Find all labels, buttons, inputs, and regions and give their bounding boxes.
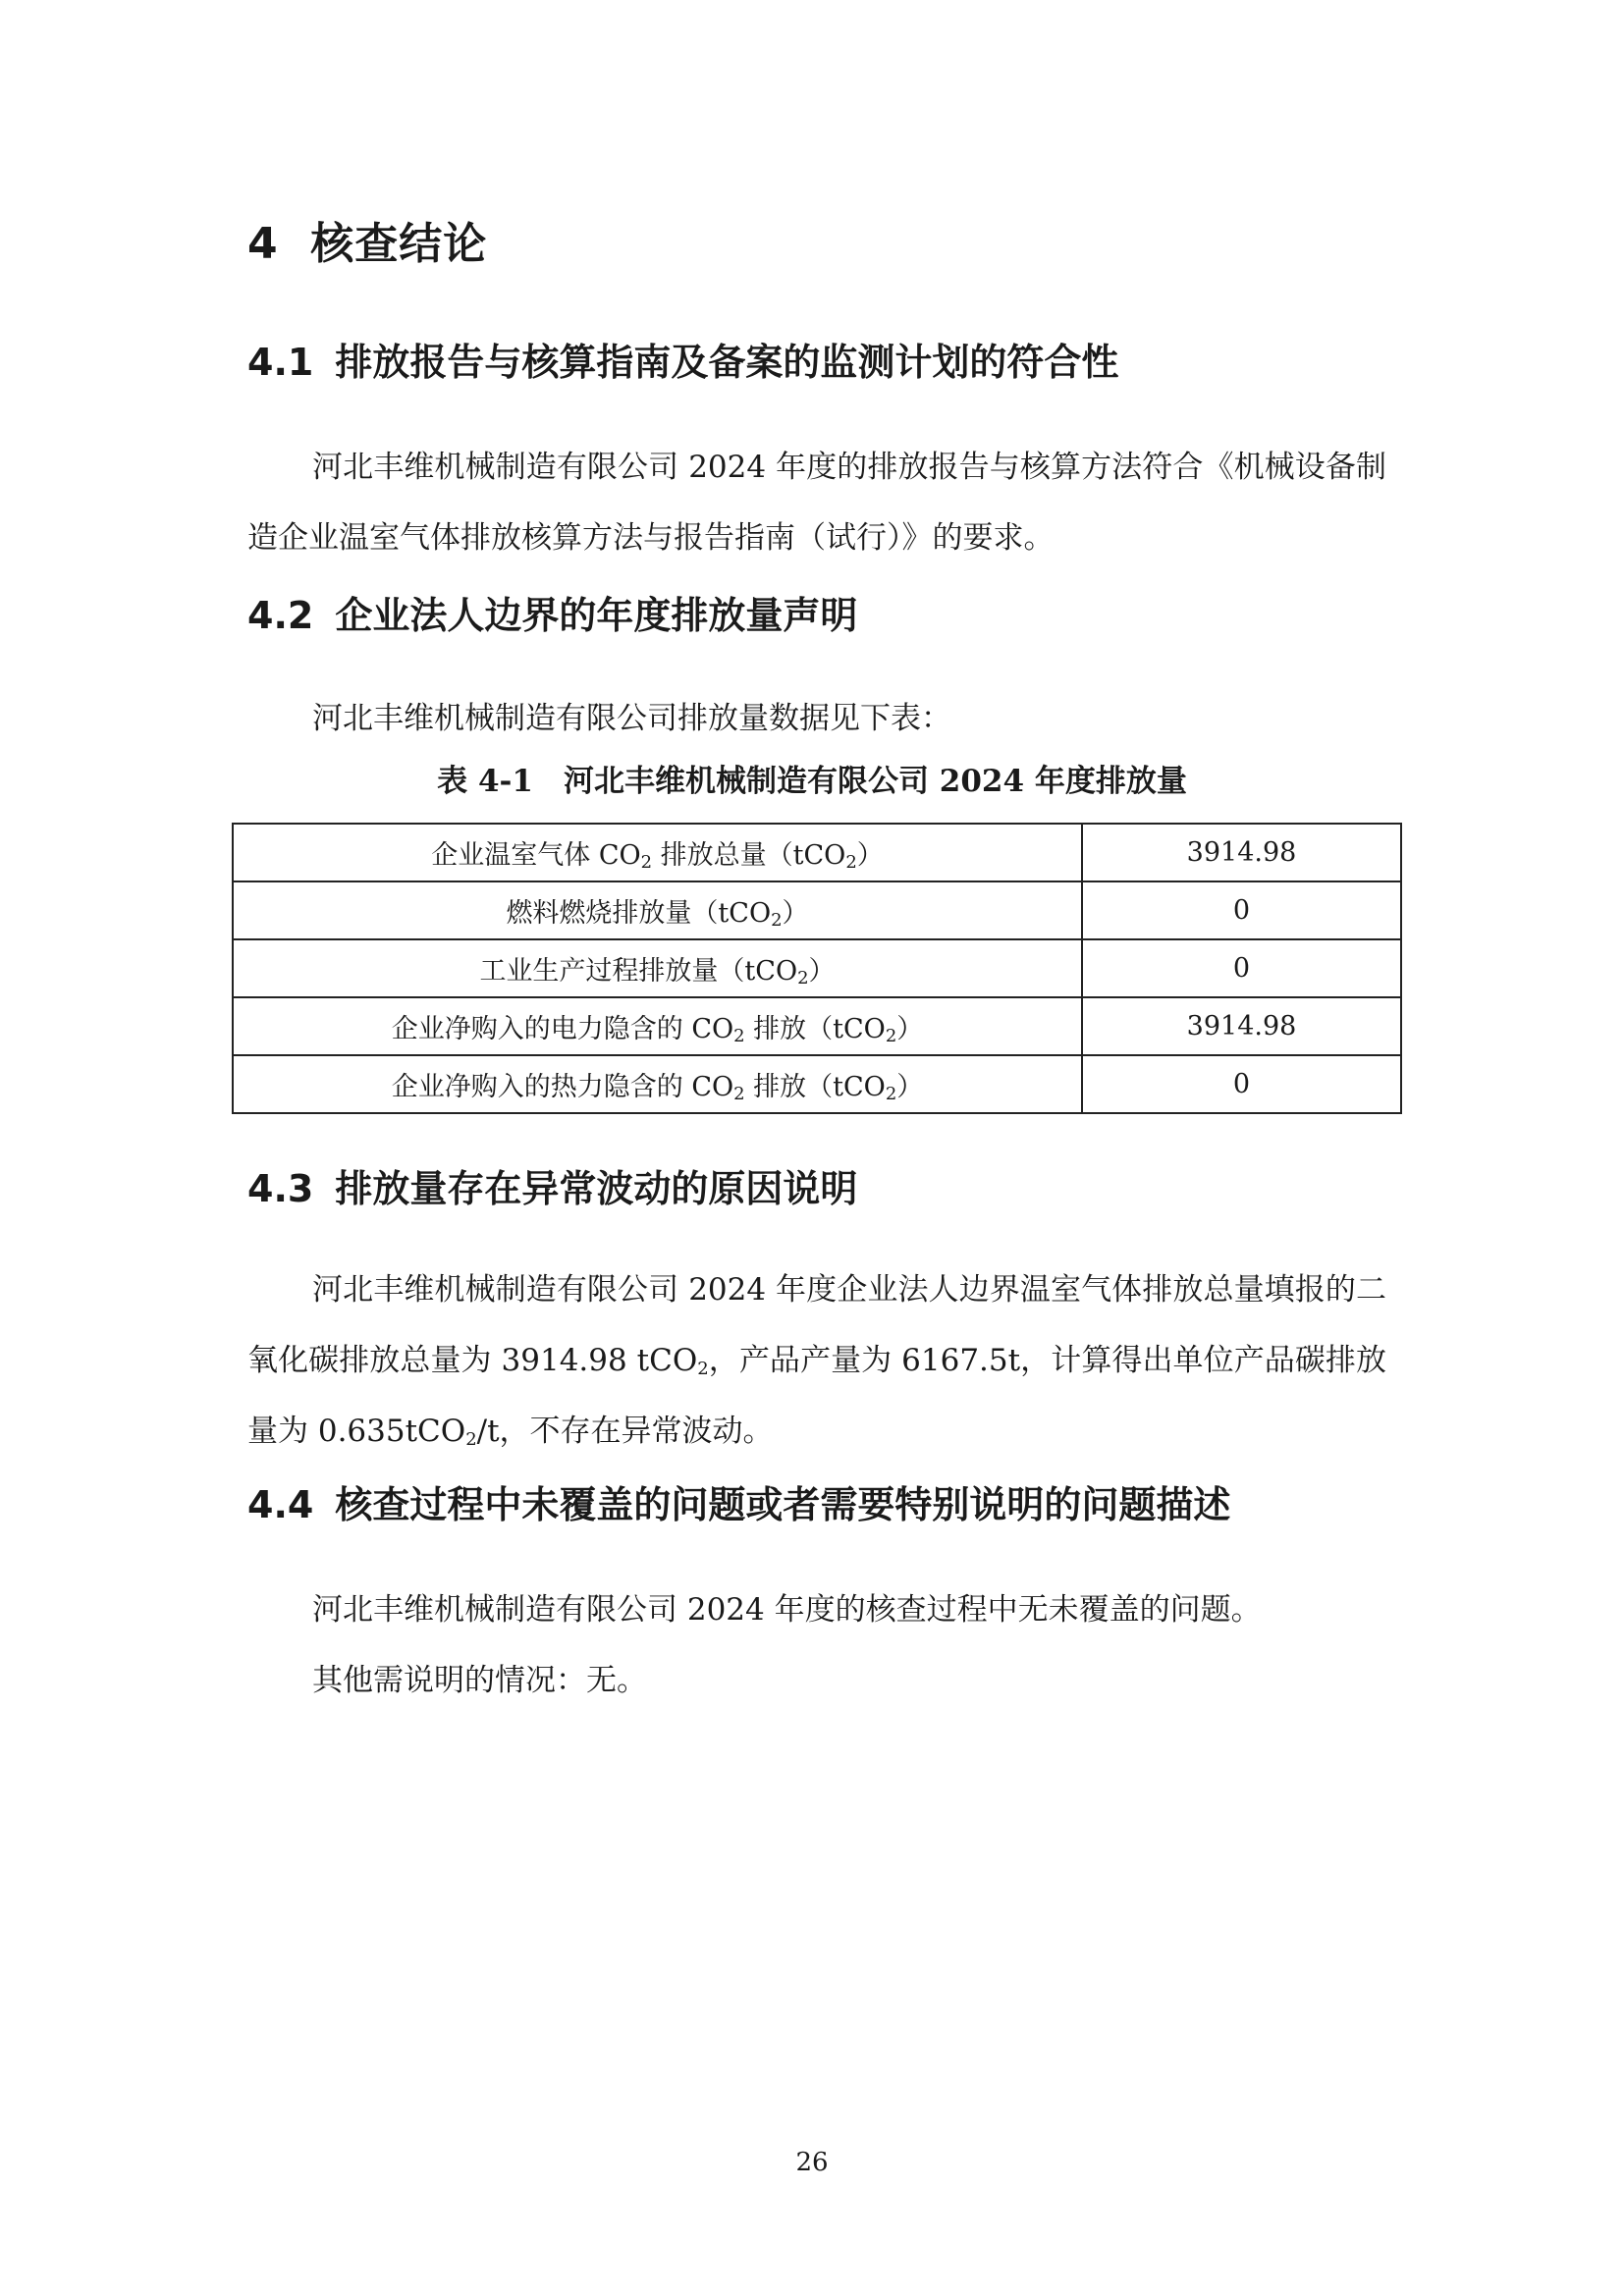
table-cell-label: 企业温室气体 $CO_2$ 排放总量（tCO$_2$） <box>233 824 1082 881</box>
section-title: 企业法人边界的年度排放量声明 <box>335 594 858 637</box>
table-row <box>233 939 1401 997</box>
chapter-number: 4 <box>247 219 279 269</box>
table-cell-value: 0 <box>1082 881 1401 939</box>
table-row <box>233 1055 1401 1113</box>
section-title: 排放量存在异常波动的原因说明 <box>335 1167 858 1210</box>
emissions-table <box>232 823 1402 1114</box>
table-cell-value: 3914.98 <box>1082 997 1401 1055</box>
table-cell-label: 工业生产过程排放量（tCO$_2$） <box>233 939 1082 997</box>
table-cell-value: 0 <box>1082 1055 1401 1113</box>
paragraph-4-1 <box>247 432 1386 573</box>
table-cell-label: 企业净购入的电力隐含的 $CO_2$ 排放（tCO$_2$） <box>233 997 1082 1055</box>
section-heading-4-3 <box>247 1158 857 1212</box>
chapter-title: 核查结论 <box>310 219 488 269</box>
paragraph-4-4-line1: 河北丰维机械制造有限公司 2024 年度的核查过程中无未覆盖的问题。 <box>312 1592 1262 1628</box>
section-number: 4.2 <box>247 594 314 637</box>
table-cell-label: 燃料燃烧排放量（tCO$_2$） <box>233 881 1082 939</box>
section-heading-4-1 <box>247 332 1118 386</box>
table-cell-value: 3914.98 <box>1082 824 1401 881</box>
paragraph-4-4-line2: 其他需说明的情况：无。 <box>312 1663 647 1698</box>
table-row <box>233 824 1401 881</box>
table-row <box>233 881 1401 939</box>
section-heading-4-2 <box>247 585 857 639</box>
section-title: 核查过程中未覆盖的问题或者需要特别说明的问题描述 <box>335 1483 1231 1526</box>
table-intro: 河北丰维机械制造有限公司排放量数据见下表： <box>312 701 951 736</box>
page-number: 26 <box>795 2148 829 2177</box>
table-cell-value: 0 <box>1082 939 1401 997</box>
table-cell-label: 企业净购入的热力隐含的 $CO_2$ 排放（tCO$_2$） <box>233 1055 1082 1113</box>
section-number: 4.3 <box>247 1167 314 1210</box>
section-number: 4.1 <box>247 341 314 384</box>
table-caption: 表 4-1 河北丰维机械制造有限公司 2024 年度排放量 <box>437 764 1187 799</box>
chapter-heading <box>247 208 487 271</box>
section-heading-4-4 <box>247 1474 1230 1528</box>
paragraph-4-3: 河北丰维机械制造有限公司 2024 年度企业法人边界温室气体排放总量填报的二氧化碳排放总量为 3914.98 tCO$_2$，产品产量为 6167.5t，计算得出单位产品碳排放量为 0.635tCO$_2$/t，不存在异常波动。 <box>247 1272 1386 1450</box>
section-number: 4.4 <box>247 1483 314 1526</box>
paragraph-line: 备制造企业温室气体排放核算方法与报告指南（试行）》的要求。 <box>247 450 1386 556</box>
section-title: 排放报告与核算指南及备案的监测计划的符合性 <box>335 341 1119 384</box>
table-row <box>233 997 1401 1055</box>
paragraph-line: 河北丰维机械制造有限公司 2024 年度的排放报告与核算方法符合《机械设 <box>312 450 1326 485</box>
